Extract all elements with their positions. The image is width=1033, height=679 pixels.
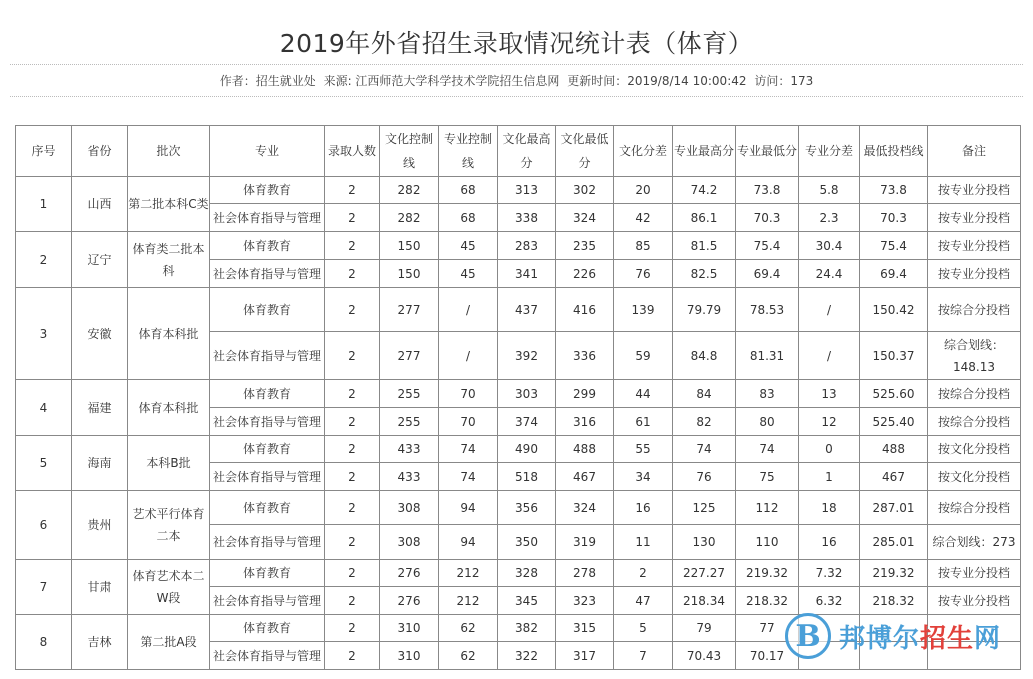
cell-culture-min: 416: [556, 288, 614, 332]
cell-seq: 8: [16, 615, 72, 670]
cell-culture-max: 341: [498, 260, 556, 288]
cell-major: 体育教育: [210, 177, 325, 204]
cell-culture-max: 322: [498, 642, 556, 670]
table-row: [16, 177, 1021, 204]
cell-major-control: 45: [439, 232, 498, 260]
cell-major-control: 74: [439, 436, 498, 463]
author-label: 作者：招生就业处: [219, 74, 316, 88]
cell-remark: 按文化分投档: [928, 436, 1021, 463]
header-culture-max: 文化最高分: [498, 126, 556, 177]
cell-culture-control: 276: [380, 587, 439, 615]
cell-culture-max: 303: [498, 380, 556, 408]
cell-major: 体育教育: [210, 615, 325, 642]
cell-min-filing: 73.8: [860, 177, 928, 204]
watermark-suffix: 网: [974, 623, 1002, 654]
header-seq: 序号: [16, 126, 72, 177]
cell-culture-control: 308: [380, 525, 439, 560]
cell-culture-control: 276: [380, 560, 439, 587]
cell-major-diff: 1: [799, 463, 860, 491]
cell-major: 社会体育指导与管理: [210, 332, 325, 380]
cell-culture-max: 437: [498, 288, 556, 332]
cell-major-min: 219.32: [736, 560, 799, 587]
cell-min-filing: 287.01: [860, 491, 928, 525]
cell-major-min: 77: [736, 615, 799, 642]
cell-admitted: 2: [325, 260, 380, 288]
cell-batch: 本科B批: [128, 436, 210, 491]
cell-culture-control: 308: [380, 491, 439, 525]
cell-culture-diff: 2: [614, 560, 673, 587]
cell-culture-diff: 55: [614, 436, 673, 463]
header-major-control: 专业控制线: [439, 126, 498, 177]
cell-culture-control: 433: [380, 436, 439, 463]
cell-major-control: 70: [439, 408, 498, 436]
table-row: [16, 491, 1021, 525]
cell-culture-min: 323: [556, 587, 614, 615]
cell-major-max: 79: [673, 615, 736, 642]
table-row: [16, 380, 1021, 408]
cell-batch: 第二批本科C类: [128, 177, 210, 232]
cell-major-diff: 18: [799, 491, 860, 525]
cell-major: 体育教育: [210, 560, 325, 587]
cell-culture-diff: 42: [614, 204, 673, 232]
cell-major: 社会体育指导与管理: [210, 642, 325, 670]
cell-major-max: 227.27: [673, 560, 736, 587]
cell-admitted: 2: [325, 587, 380, 615]
cell-culture-min: 299: [556, 380, 614, 408]
cell-major-diff: 7.32: [799, 560, 860, 587]
cell-major-diff: 6.32: [799, 587, 860, 615]
cell-culture-min: 316: [556, 408, 614, 436]
cell-major-max: 218.34: [673, 587, 736, 615]
cell-culture-control: 310: [380, 615, 439, 642]
cell-culture-control: 150: [380, 232, 439, 260]
cell-major-max: 125: [673, 491, 736, 525]
cell-major-control: /: [439, 288, 498, 332]
cell-major-min: 70.3: [736, 204, 799, 232]
cell-major-diff: 12: [799, 408, 860, 436]
cell-seq: 4: [16, 380, 72, 436]
cell-culture-diff: 5: [614, 615, 673, 642]
cell-admitted: 2: [325, 408, 380, 436]
table-header-row: [16, 126, 1021, 177]
site-watermark-logo: [785, 611, 1025, 661]
cell-batch: 体育本科批: [128, 288, 210, 380]
cell-culture-min: 226: [556, 260, 614, 288]
table-row: [16, 288, 1021, 332]
cell-province: 甘肃: [72, 560, 128, 615]
cell-culture-control: 255: [380, 380, 439, 408]
cell-major-diff: 0: [799, 436, 860, 463]
cell-min-filing: 150.42: [860, 288, 928, 332]
cell-major-max: 79.79: [673, 288, 736, 332]
cell-major-max: 130: [673, 525, 736, 560]
cell-major-max: 84: [673, 380, 736, 408]
cell-major-max: 81.5: [673, 232, 736, 260]
cell-culture-control: 277: [380, 332, 439, 380]
header-remark: 备注: [928, 126, 1021, 177]
cell-culture-diff: 61: [614, 408, 673, 436]
cell-major-min: 73.8: [736, 177, 799, 204]
cell-seq: 1: [16, 177, 72, 232]
cell-seq: 7: [16, 560, 72, 615]
cell-major-max: 74.2: [673, 177, 736, 204]
header-major-diff: 专业分差: [799, 126, 860, 177]
cell-batch: 体育类二批本科: [128, 232, 210, 288]
cell-culture-diff: 34: [614, 463, 673, 491]
cell-culture-min: 324: [556, 491, 614, 525]
cell-province: 山西: [72, 177, 128, 232]
cell-major-min: 110: [736, 525, 799, 560]
cell-major-min: 69.4: [736, 260, 799, 288]
cell-min-filing: 219.32: [860, 560, 928, 587]
cell-major-diff: /: [799, 332, 860, 380]
cell-major-min: 81.31: [736, 332, 799, 380]
cell-culture-max: 338: [498, 204, 556, 232]
cell-major-control: 62: [439, 642, 498, 670]
cell-major-diff: /: [799, 288, 860, 332]
cell-seq: 2: [16, 232, 72, 288]
cell-remark: 按文化分投档: [928, 463, 1021, 491]
cell-major-diff: 24.4: [799, 260, 860, 288]
cell-min-filing: 218.32: [860, 587, 928, 615]
cell-seq: 5: [16, 436, 72, 491]
cell-major: 社会体育指导与管理: [210, 408, 325, 436]
cell-major: 社会体育指导与管理: [210, 587, 325, 615]
cell-major: 体育教育: [210, 380, 325, 408]
cell-batch: 艺术平行体育二本: [128, 491, 210, 560]
cell-culture-min: 278: [556, 560, 614, 587]
cell-seq: 6: [16, 491, 72, 560]
cell-major-max: 70.43: [673, 642, 736, 670]
cell-culture-max: 392: [498, 332, 556, 380]
watermark-accent: 招生: [920, 623, 975, 654]
cell-major-control: 94: [439, 491, 498, 525]
cell-culture-control: 282: [380, 204, 439, 232]
cell-major-control: 68: [439, 204, 498, 232]
cell-culture-control: 255: [380, 408, 439, 436]
cell-min-filing: 467: [860, 463, 928, 491]
cell-culture-min: 319: [556, 525, 614, 560]
cell-admitted: 2: [325, 560, 380, 587]
page-title: 2019年外省招生录取情况统计表（体育）: [279, 29, 754, 58]
cell-culture-max: 350: [498, 525, 556, 560]
cell-major: 社会体育指导与管理: [210, 204, 325, 232]
cell-admitted: 2: [325, 380, 380, 408]
cell-province: 辽宁: [72, 232, 128, 288]
cell-min-filing: 525.60: [860, 380, 928, 408]
cell-culture-min: 324: [556, 204, 614, 232]
header-culture-diff: 文化分差: [614, 126, 673, 177]
cell-culture-diff: 20: [614, 177, 673, 204]
cell-major-diff: 13: [799, 380, 860, 408]
cell-remark: 按专业分投档: [928, 232, 1021, 260]
cell-remark: 按专业分投档: [928, 587, 1021, 615]
cell-major-min: 70.17: [736, 642, 799, 670]
cell-batch: 第二批A段: [128, 615, 210, 670]
cell-culture-diff: 47: [614, 587, 673, 615]
cell-remark: 综合划线：148.13: [928, 332, 1021, 380]
divider: [10, 64, 1023, 65]
cell-major: 体育教育: [210, 288, 325, 332]
cell-culture-min: 315: [556, 615, 614, 642]
cell-min-filing: 150.37: [860, 332, 928, 380]
cell-major-control: 68: [439, 177, 498, 204]
cell-major-control: 70: [439, 380, 498, 408]
cell-culture-max: 356: [498, 491, 556, 525]
cell-major-max: 74: [673, 436, 736, 463]
cell-remark: 按专业分投档: [928, 204, 1021, 232]
cell-major-max: 82.5: [673, 260, 736, 288]
cell-culture-max: 382: [498, 615, 556, 642]
cell-major: 体育教育: [210, 232, 325, 260]
cell-min-filing: 285.01: [860, 525, 928, 560]
cell-province: 安徽: [72, 288, 128, 380]
header-province: 省份: [72, 126, 128, 177]
cell-major: 社会体育指导与管理: [210, 463, 325, 491]
cell-admitted: 2: [325, 177, 380, 204]
cell-major: 社会体育指导与管理: [210, 525, 325, 560]
cell-admitted: 2: [325, 615, 380, 642]
cell-major-diff: 5.8: [799, 177, 860, 204]
cell-culture-max: 345: [498, 587, 556, 615]
cell-batch: 体育本科批: [128, 380, 210, 436]
cell-culture-max: 374: [498, 408, 556, 436]
cell-major-max: 86.1: [673, 204, 736, 232]
cell-min-filing: 75.4: [860, 232, 928, 260]
cell-culture-diff: 16: [614, 491, 673, 525]
cell-province: 贵州: [72, 491, 128, 560]
cell-admitted: 2: [325, 288, 380, 332]
cell-major-control: 212: [439, 560, 498, 587]
cell-seq: 3: [16, 288, 72, 380]
cell-remark: 按综合分投档: [928, 288, 1021, 332]
cell-culture-max: 518: [498, 463, 556, 491]
header-major-min: 专业最低分: [736, 126, 799, 177]
cell-culture-diff: 85: [614, 232, 673, 260]
cell-min-filing: 488: [860, 436, 928, 463]
cell-major-min: 75.4: [736, 232, 799, 260]
cell-major-min: 74: [736, 436, 799, 463]
cell-major-min: 112: [736, 491, 799, 525]
cell-culture-min: 302: [556, 177, 614, 204]
header-major-max: 专业最高分: [673, 126, 736, 177]
updated-time: 更新时间：2019/8/14 10:00:42: [567, 74, 747, 88]
table-row: [16, 232, 1021, 260]
cell-min-filing: 525.40: [860, 408, 928, 436]
cell-culture-min: 488: [556, 436, 614, 463]
header-batch: 批次: [128, 126, 210, 177]
cell-culture-diff: 59: [614, 332, 673, 380]
cell-culture-min: 467: [556, 463, 614, 491]
cell-major-min: 83: [736, 380, 799, 408]
cell-admitted: 2: [325, 436, 380, 463]
cell-batch: 体育艺术本二W段: [128, 560, 210, 615]
cell-major: 社会体育指导与管理: [210, 260, 325, 288]
table-row: [16, 436, 1021, 463]
header-major: 专业: [210, 126, 325, 177]
cell-culture-control: 150: [380, 260, 439, 288]
cell-min-filing: 69.4: [860, 260, 928, 288]
cell-province: 吉林: [72, 615, 128, 670]
cell-admitted: 2: [325, 232, 380, 260]
cell-culture-max: 283: [498, 232, 556, 260]
divider: [10, 96, 1023, 97]
cell-remark: 按综合分投档: [928, 491, 1021, 525]
cell-major-control: 94: [439, 525, 498, 560]
article-meta: [0, 72, 1033, 89]
admission-table: [15, 125, 1021, 670]
cell-major-max: 84.8: [673, 332, 736, 380]
cell-admitted: 2: [325, 332, 380, 380]
table-row: [16, 560, 1021, 587]
cell-culture-min: 235: [556, 232, 614, 260]
cell-admitted: 2: [325, 463, 380, 491]
cell-culture-max: 328: [498, 560, 556, 587]
cell-remark: 按专业分投档: [928, 260, 1021, 288]
cell-culture-control: 277: [380, 288, 439, 332]
cell-culture-min: 336: [556, 332, 614, 380]
cell-culture-diff: 11: [614, 525, 673, 560]
cell-culture-control: 282: [380, 177, 439, 204]
cell-major-diff: 2.3: [799, 204, 860, 232]
cell-major-control: 212: [439, 587, 498, 615]
cell-major-diff: 16: [799, 525, 860, 560]
watermark-text: [839, 618, 1001, 655]
watermark-prefix: 邦博尔: [839, 623, 921, 654]
cell-culture-min: 317: [556, 642, 614, 670]
cell-culture-diff: 44: [614, 380, 673, 408]
visit-count: 访问：173: [754, 74, 814, 88]
cell-min-filing: 70.3: [860, 204, 928, 232]
cell-major-min: 218.32: [736, 587, 799, 615]
header-culture-min: 文化最低分: [556, 126, 614, 177]
cell-major-control: 62: [439, 615, 498, 642]
cell-culture-max: 313: [498, 177, 556, 204]
cell-major-min: 75: [736, 463, 799, 491]
cell-culture-control: 433: [380, 463, 439, 491]
cell-remark: 按专业分投档: [928, 177, 1021, 204]
cell-major-control: 74: [439, 463, 498, 491]
cell-major-max: 76: [673, 463, 736, 491]
cell-major: 体育教育: [210, 491, 325, 525]
cell-culture-diff: 7: [614, 642, 673, 670]
cell-remark: 综合划线：273: [928, 525, 1021, 560]
cell-major-max: 82: [673, 408, 736, 436]
cell-admitted: 2: [325, 491, 380, 525]
cell-remark: 按综合分投档: [928, 380, 1021, 408]
header-culture-control: 文化控制线: [380, 126, 439, 177]
cell-culture-diff: 139: [614, 288, 673, 332]
cell-major-control: 45: [439, 260, 498, 288]
cell-admitted: 2: [325, 642, 380, 670]
header-min-filing: 最低投档线: [860, 126, 928, 177]
cell-remark: 按专业分投档: [928, 560, 1021, 587]
cell-admitted: 2: [325, 204, 380, 232]
cell-remark: 按综合分投档: [928, 408, 1021, 436]
b-circle-logo-icon: B: [785, 613, 831, 659]
cell-province: 福建: [72, 380, 128, 436]
cell-major-min: 80: [736, 408, 799, 436]
cell-province: 海南: [72, 436, 128, 491]
cell-culture-control: 310: [380, 642, 439, 670]
cell-major-diff: 30.4: [799, 232, 860, 260]
cell-culture-diff: 76: [614, 260, 673, 288]
cell-culture-max: 490: [498, 436, 556, 463]
source-link[interactable]: 来源: 江西师范大学科学技术学院招生信息网: [323, 74, 560, 88]
cell-major-control: /: [439, 332, 498, 380]
cell-admitted: 2: [325, 525, 380, 560]
cell-major: 体育教育: [210, 436, 325, 463]
header-admitted: 录取人数: [325, 126, 380, 177]
cell-major-min: 78.53: [736, 288, 799, 332]
